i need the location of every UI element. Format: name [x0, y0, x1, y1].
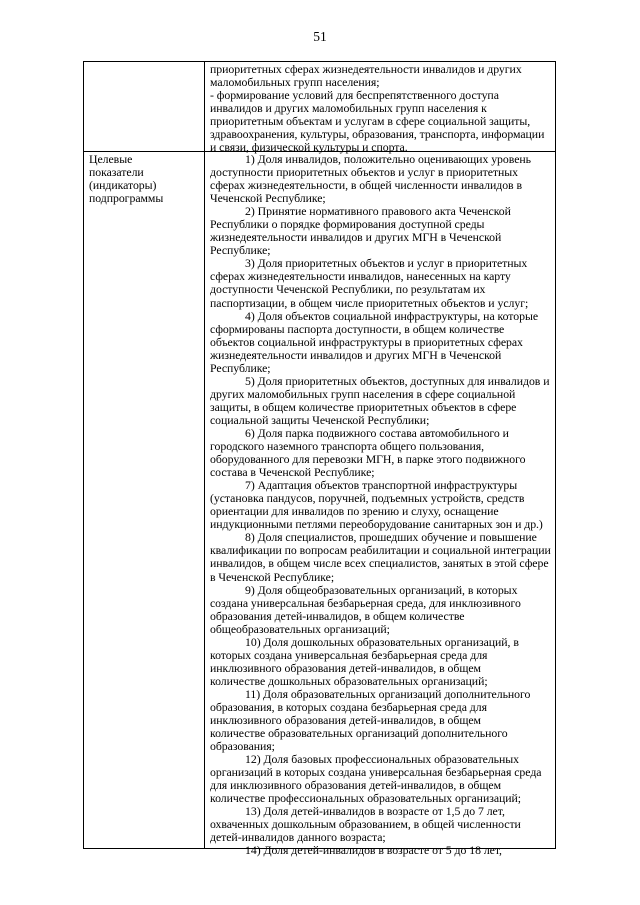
indicator-line: инклюзивного образования детей-инвалидов, в общем: [210, 713, 481, 728]
indicator-line: для инклюзивного образования детей-инвалидов, в общем: [210, 778, 502, 793]
indicator-line: 1) Доля инвалидов, положительно оценивающих уровень: [245, 152, 531, 166]
indicator-line: 7) Адаптация объектов транспортной инфраструктуры: [245, 478, 518, 493]
subprogram-passport-table: [83, 61, 556, 858]
indicator-line: общеобразовательных организаций;: [210, 621, 390, 636]
indicator-line: 6) Доля парка подвижного состава автомобильного и: [245, 425, 509, 440]
column-divider: [204, 62, 205, 848]
indicator-line: объектов социальной инфраструктуры в приоритетных сферах: [210, 334, 523, 349]
indicator-line: охваченных дошкольным образованием, в общей численности: [210, 817, 521, 832]
text-line: - формирование условий для беспрепятственного доступа: [210, 88, 499, 103]
indicator-line: доступности Чеченской Республики, по результатам их: [210, 282, 486, 297]
page-number: 51: [313, 29, 327, 44]
indicator-line: защиты, в общем количестве приоритетных объектов в сфере: [210, 399, 517, 414]
indicator-line: Республике;: [210, 243, 271, 258]
label-line: (индикаторы): [89, 178, 157, 193]
indicator-line: 4) Доля объектов социальной инфраструктуры, на которые: [245, 308, 539, 323]
indicator-line: образования;: [210, 739, 275, 754]
label-line: показатели: [89, 165, 144, 180]
indicator-line: сферах жизнедеятельности, в общей численности инвалидов в: [210, 178, 522, 193]
indicator-line: 8) Доля специалистов, прошедших обучение и повышение: [245, 530, 537, 545]
indicator-line: которых создана универсальная безбарьерная среда для: [210, 647, 488, 662]
indicator-line: индукционными петлями переоборудование санитарных зон и др.): [210, 517, 543, 532]
indicator-line: 9) Доля общеобразовательных организаций, в которых: [245, 582, 518, 597]
indicator-line: жизнедеятельности инвалидов и других МГН в Чеченской: [210, 230, 502, 245]
indicator-line: 3) Доля приоритетных объектов и услуг в приоритетных: [245, 256, 528, 271]
indicator-line: 10) Доля дошкольных образовательных организаций, в: [245, 634, 519, 649]
indicator-line: 13) Доля детей-инвалидов в возрасте от 1,5 до 7 лет,: [245, 804, 505, 819]
target-indicators-label-cell: [89, 153, 201, 205]
indicator-line: количестве дошкольных образовательных организаций;: [210, 673, 488, 688]
target-indicators-list: [210, 153, 553, 858]
indicator-line: паспортизации, в общем числе приоритетных объектов и услуг;: [210, 295, 529, 310]
indicator-line: 12) Доля базовых профессиональных образовательных: [245, 752, 519, 767]
indicator-line: оборудованного для перевозки МГН, в парке этого подвижного: [210, 452, 526, 467]
indicator-line: организаций в которых создана универсальная безбарьерная среда: [210, 765, 542, 780]
text-line: приоритетным объектам и услугам в сфере социальной защиты,: [210, 114, 531, 129]
indicator-line: количестве образовательных организаций дополнительного: [210, 726, 508, 741]
indicator-line: образования, в которых создана безбарьерная среда для: [210, 699, 487, 714]
indicator-line: состава в Чеченской Республике;: [210, 465, 375, 480]
indicator-line: количестве профессиональных образовательных организаций;: [210, 791, 522, 806]
text-line: инвалидов и других маломобильных групп населения к: [210, 101, 487, 116]
indicator-line: сферах жизнедеятельности инвалидов, нанесенных на карту: [210, 269, 511, 284]
indicator-line: социальной защиты Чеченской Республики;: [210, 412, 430, 427]
indicator-line: сформированы паспорта доступности, в общем количестве: [210, 321, 505, 336]
indicator-line: Республике;: [210, 360, 271, 375]
indicator-line: 11) Доля образовательных организаций дополнительного: [245, 686, 531, 701]
label-line: подпрограммы: [89, 191, 164, 206]
indicator-line: жизнедеятельности инвалидов и других МГН в Чеченской: [210, 347, 502, 362]
continued-goals-cell: [210, 63, 553, 154]
indicator-line: детей-инвалидов данного возраста;: [210, 830, 386, 845]
indicator-line: квалификации по вопросам реабилитации и социальной интеграции: [210, 543, 551, 558]
indicator-line: доступности приоритетных объектов и услуг в приоритетных: [210, 165, 519, 180]
text-line: приоритетных сферах жизнедеятельности инвалидов и других: [210, 62, 522, 76]
indicator-line: Республики о порядке формирования доступной среды: [210, 217, 485, 232]
indicator-line: образования детей-инвалидов, в общем количестве: [210, 608, 465, 623]
indicator-line: создана универсальная безбарьерная среда, для инклюзивного: [210, 595, 521, 610]
indicator-line: в Чеченской Республике;: [210, 569, 335, 584]
indicator-line: других маломобильных групп населения в сфере социальной: [210, 386, 516, 401]
indicator-line: (установка пандусов, поручней, подъемных устройств, средств: [210, 491, 525, 506]
text-line: маломобильных групп населения;: [210, 75, 380, 90]
indicator-line: инклюзивного образования детей-инвалидов, в общем: [210, 660, 481, 675]
indicator-line: 5) Доля приоритетных объектов, доступных для инвалидов и: [245, 373, 550, 388]
indicator-line: 14) Доля детей-инвалидов в возрасте от 5 до 18 лет,: [245, 843, 502, 858]
indicator-line: Чеченской Республике;: [210, 191, 326, 206]
indicator-line: 2) Принятие нормативного правового акта Чеченской: [245, 204, 511, 219]
text-line: и связи, физической культуры и спорта.: [210, 140, 408, 155]
label-line: Целевые: [89, 152, 133, 166]
indicator-line: городского наземного транспорта общего пользования,: [210, 439, 485, 454]
text-line: здравоохранения, культуры, образования, транспорта, информации: [210, 127, 545, 142]
indicator-line: ориентации для инвалидов по зрению и слуху, оснащение: [210, 504, 499, 519]
indicator-line: инвалидов, в общем числе всех специалистов, занятых в этой сфере: [210, 556, 549, 571]
